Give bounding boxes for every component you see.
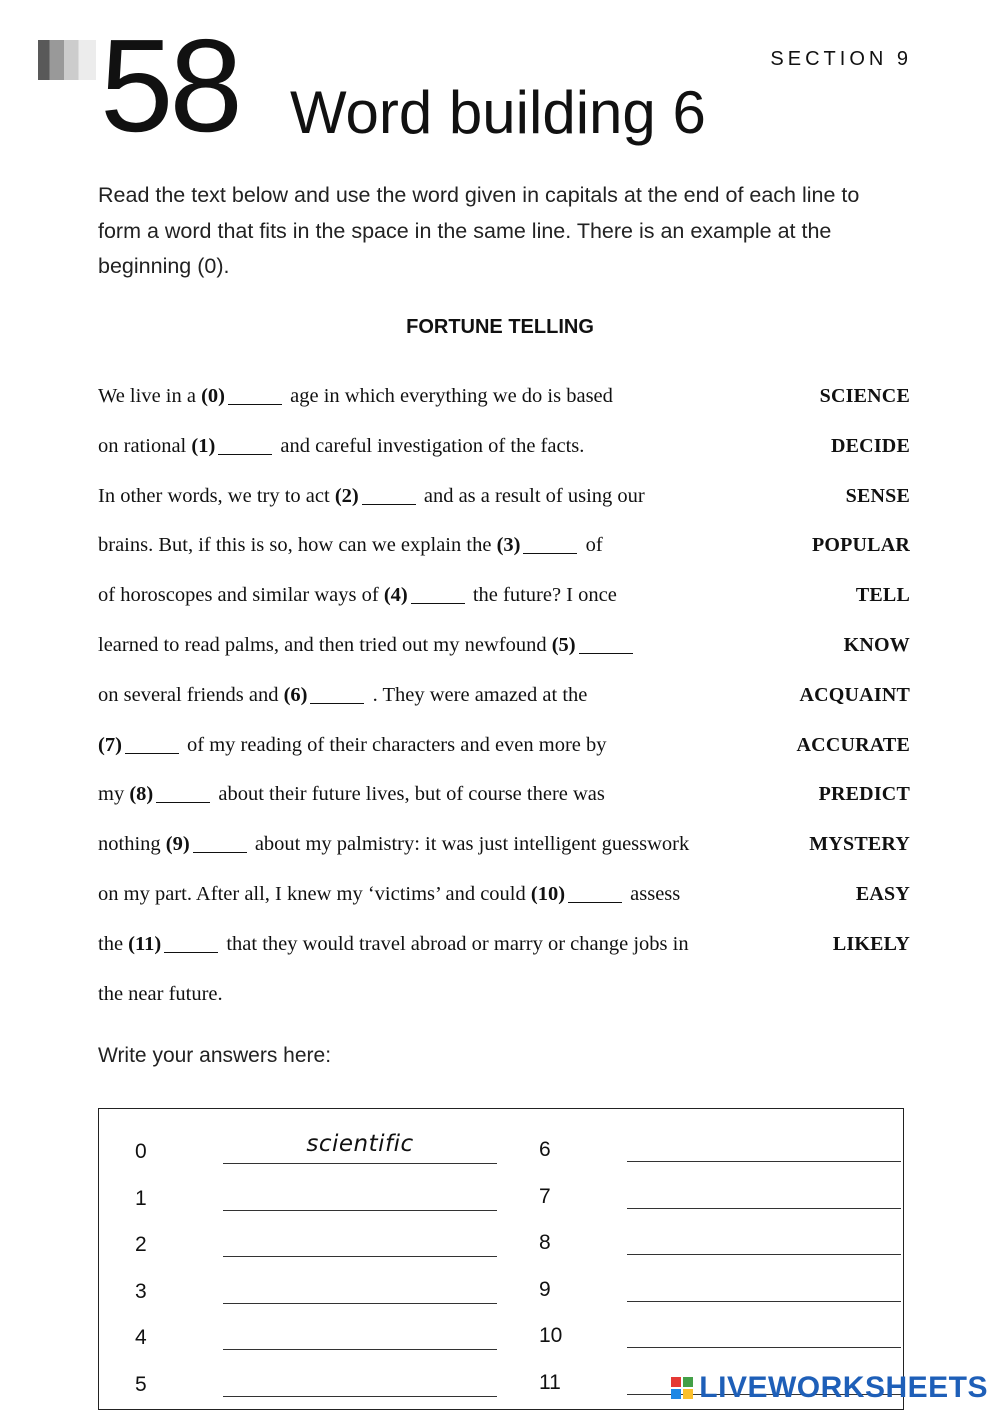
passage-line-text [98,428,584,464]
keyword: DECIDE [831,434,910,457]
answer-line [627,1347,901,1348]
answer-line [223,1256,497,1257]
answer-line [627,1161,901,1162]
gap-number: (2) [334,484,359,507]
passage [98,378,910,1025]
line-text-before: my [98,783,130,806]
line-text-before: the [98,932,129,955]
passage-line-text [98,826,689,862]
line-text-after: assess [625,882,681,905]
gap-blank[interactable] [228,403,282,405]
line-text-after: of [580,534,603,557]
answer-number: 5 [135,1373,147,1396]
keyword: SCIENCE [819,385,910,407]
answer-number: 11 [539,1371,561,1394]
answer-number: 6 [539,1138,551,1161]
passage-line [98,926,910,976]
answers-prompt: Write your answers here: [98,1044,332,1067]
answer-number: 8 [539,1231,551,1255]
answer-number: 9 [539,1277,551,1301]
keyword: ACCURATE [796,733,910,756]
keyword: EASY [855,882,910,905]
answer-line [223,1163,497,1164]
line-text-after: . They were amazed at the [367,683,588,706]
answer-row [135,1230,480,1270]
gap-blank[interactable] [579,652,633,654]
answer-line [223,1303,497,1304]
line-text-after: that they would travel abroad or marry or change jobs in [221,932,689,955]
passage-line-text [98,976,223,1012]
keyword: LIKELY [832,932,910,955]
passage-line [98,677,910,727]
line-text-after: about my palmistry: it was just intelligent guesswork [249,833,690,856]
passage-line [98,428,910,478]
unit-number: 58 [100,12,239,159]
answer-row [539,1275,884,1315]
keyword: SENSE [845,484,910,507]
line-text-before: brains. But, if this is so, how can we explain the [98,534,497,557]
answer-line [627,1254,901,1255]
line-text-before: on several friends and [98,683,284,706]
passage-line [98,876,910,926]
watermark[interactable] [671,1370,988,1406]
instructions: Read the text below and use the word given in capitals at the end of each line to form a word that fits in the space in the same line. There is an example at the beginning (0). [98,183,860,278]
answer-row [539,1135,884,1175]
answer-number: 1 [135,1186,147,1210]
answer-row [539,1182,884,1222]
liveworksheets-logo-icon [671,1377,693,1399]
gap-number: (4) [383,584,408,607]
line-text-after: about their future lives, but of course there was [213,783,605,806]
answer-number: 10 [539,1324,563,1348]
keyword: ACQUAINT [799,683,910,706]
line-text-before: learned to read palms, and then tried out my newfound [98,633,552,656]
answer-row [539,1228,884,1268]
gap-blank[interactable] [310,702,364,704]
answer-row [135,1131,480,1177]
line-text-before: nothing [98,833,166,856]
gap-blank[interactable] [125,752,179,754]
gap-blank[interactable] [411,602,465,604]
keyword: TELL [855,584,910,607]
answer-row [135,1184,480,1224]
gap-blank[interactable] [164,951,218,953]
answer-number: 2 [135,1233,147,1257]
gap-blank[interactable] [193,851,247,853]
answer-row [539,1321,884,1361]
passage-line [98,478,910,528]
gap-number: (8) [129,783,154,806]
passage-line [98,627,910,677]
gap-number: (10) [530,882,566,905]
gap-blank[interactable] [362,503,416,505]
scan-corner-mark [38,40,96,80]
unit-title: Word building 6 [290,79,706,146]
answer-box [98,1108,904,1410]
answer-number: 3 [135,1279,147,1303]
gap-number: (3) [496,534,521,557]
gap-number: (11) [128,932,162,955]
answer-number: 0 [135,1140,147,1163]
gap-blank[interactable] [523,552,577,554]
gap-number: (6) [283,683,308,706]
passage-line [98,378,910,428]
passage-line-text [98,627,636,663]
line-text-before: In other words, we try to act [98,484,335,507]
line-text-after: of my reading of their characters and even more by [181,733,607,756]
passage-line-text [98,527,603,563]
gap-number: (7) [98,733,122,756]
text-title: FORTUNE TELLING [406,316,594,338]
line-text-before: of horoscopes and similar ways of [98,584,384,607]
passage-line-text [98,478,645,514]
passage-line-text [98,677,587,713]
passage-line [98,826,910,876]
gap-blank[interactable] [568,901,622,903]
passage-line-text [98,876,680,912]
section-label: SECTION 9 [770,48,912,70]
passage-line-text [98,727,607,763]
passage-line-text [98,776,605,812]
line-text-before: the near future. [98,982,223,1005]
answer-number: 4 [135,1326,147,1350]
answer-input[interactable]: scientific [306,1131,414,1157]
passage-line [98,727,910,777]
answer-number: 7 [539,1184,551,1208]
line-text-before: on my part. After all, I knew my ‘victims’ and could [98,882,531,905]
keyword: POPULAR [811,534,910,557]
passage-line [98,776,910,826]
answer-line [223,1210,497,1211]
passage-line [98,577,910,627]
answer-line [627,1208,901,1209]
gap-number: (9) [165,833,190,856]
passage-line-text [98,926,689,962]
passage-line-text [98,577,617,613]
line-text-before: on rational [98,434,192,457]
gap-number: (1) [191,434,216,457]
answer-line [223,1349,497,1350]
gap-blank[interactable] [218,453,272,455]
gap-blank[interactable] [156,801,210,803]
passage-line [98,527,910,577]
gap-number: (0) [201,385,225,407]
keyword: KNOW [843,633,910,656]
gap-number: (5) [551,633,576,656]
answer-line [223,1396,497,1397]
line-text-after: and as a result of using our [418,484,645,507]
answer-line [627,1301,901,1302]
line-text-after: the future? I once [467,584,617,607]
watermark-text: LIVEWORKSHEETS [699,1371,988,1404]
line-text-before: We live in a [98,385,202,407]
line-text-after: age in which everything we do is based [285,385,613,407]
passage-line [98,976,910,1026]
keyword: MYSTERY [809,833,910,856]
line-text-after: and careful investigation of the facts. [275,434,585,457]
answer-row [135,1323,480,1363]
answer-row [135,1370,480,1410]
passage-line-text [98,378,613,414]
answer-row [135,1277,480,1317]
keyword: PREDICT [818,783,910,806]
